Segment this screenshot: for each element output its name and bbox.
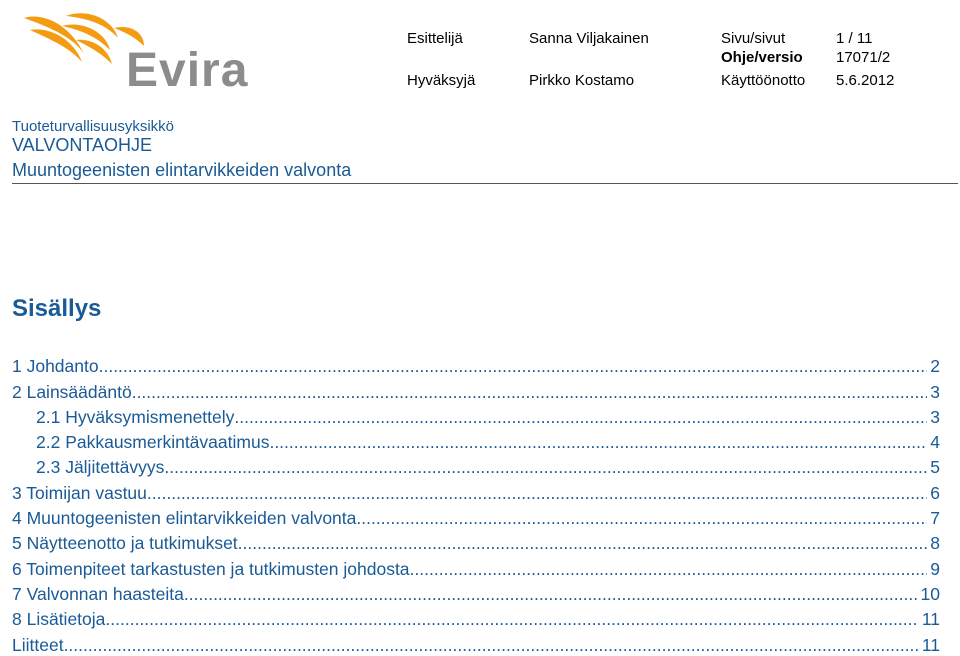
toc-entry-page: 9 [930, 558, 940, 579]
toc-entry-title: 7 Valvonnan haasteita [12, 583, 184, 604]
toc-entry-title: 2.3 Jäljitettävyys [36, 457, 165, 478]
toc-dot-leader [356, 508, 927, 529]
toc-entry-title: 8 Lisätietoja [12, 609, 106, 630]
toc-entry-title: 2.1 Hyväksymismenettely [36, 406, 235, 427]
toc-entry-page: 4 [930, 432, 940, 453]
organization-unit: Tuoteturvallisuusyksikkö [12, 118, 175, 135]
toc-dot-leader [64, 635, 919, 656]
toc-entry-title: Liitteet [12, 634, 64, 655]
page-label: Sivu/sivut [721, 30, 786, 47]
toc-entry-page: 10 [920, 583, 940, 604]
toc-dot-leader [99, 356, 928, 377]
toc-dot-leader [164, 457, 927, 478]
toc-entry[interactable] [12, 580, 940, 605]
toc-entry[interactable] [12, 630, 940, 655]
evira-logo [22, 10, 272, 90]
document-type: VALVONTAOHJE [12, 135, 153, 155]
toc-heading: Sisällys [12, 295, 102, 322]
effective-label: Käyttöönotto [721, 72, 806, 89]
toc-entry[interactable] [12, 504, 940, 529]
toc-entry-page: 7 [930, 508, 940, 529]
toc-entry-title: 5 Näytteenotto ja tutkimukset [12, 533, 238, 554]
toc-entry-page: 2 [930, 356, 940, 377]
toc-entry-title: 2.2 Pakkausmerkintävaatimus [36, 432, 270, 453]
toc-entry-page: 11 [921, 634, 940, 655]
toc-entry[interactable] [12, 403, 940, 428]
approver-label: Hyväksyjä [407, 72, 476, 89]
presenter-name: Sanna Viljakainen [529, 30, 649, 47]
toc-entry[interactable] [12, 554, 940, 579]
toc-entry[interactable] [12, 478, 940, 503]
toc-dot-leader [147, 483, 927, 504]
evira-logo-mark [22, 10, 272, 90]
toc-dot-leader [184, 584, 918, 605]
evira-wordmark: Evira [126, 44, 249, 90]
toc-dot-leader [234, 407, 927, 428]
header-divider [12, 183, 958, 184]
presenter-label: Esittelijä [407, 30, 463, 47]
version-label: Ohje/versio [721, 49, 803, 66]
toc-entry[interactable] [12, 453, 940, 478]
effective-date: 5.6.2012 [836, 72, 895, 89]
toc-dot-leader [238, 533, 928, 554]
toc-entry-page: 5 [930, 457, 940, 478]
version-value: 17071/2 [836, 49, 891, 66]
toc-dot-leader [132, 382, 928, 403]
document-subject: Muuntogeenisten elintarvikkeiden valvonta [12, 160, 352, 180]
toc-entry[interactable] [12, 605, 940, 630]
toc-entry[interactable] [12, 529, 940, 554]
toc-entry-title: 1 Johdanto [12, 356, 99, 377]
toc-entry-title: 2 Lainsäädäntö [12, 381, 132, 402]
toc-dot-leader [105, 609, 918, 630]
page-value: 1 / 11 [836, 30, 873, 47]
toc-entry-page: 3 [930, 381, 940, 402]
toc-entry-title: 6 Toimenpiteet tarkastusten ja tutkimusten johdosta [12, 558, 410, 579]
toc-entry-title: 3 Toimijan vastuu [12, 482, 147, 503]
table-of-contents [12, 352, 940, 656]
toc-dot-leader [410, 559, 928, 580]
toc-entry-page: 6 [930, 482, 940, 503]
toc-entry[interactable] [12, 377, 940, 402]
toc-entry-page: 3 [930, 406, 940, 427]
approver-name: Pirkko Kostamo [529, 72, 635, 89]
toc-entry[interactable] [12, 428, 940, 453]
toc-entry-page: 8 [930, 533, 940, 554]
toc-entry-page: 11 [921, 609, 940, 630]
toc-entry[interactable] [12, 352, 940, 377]
toc-entry-title: 4 Muuntogeenisten elintarvikkeiden valvonta [12, 508, 357, 529]
toc-dot-leader [269, 432, 927, 453]
